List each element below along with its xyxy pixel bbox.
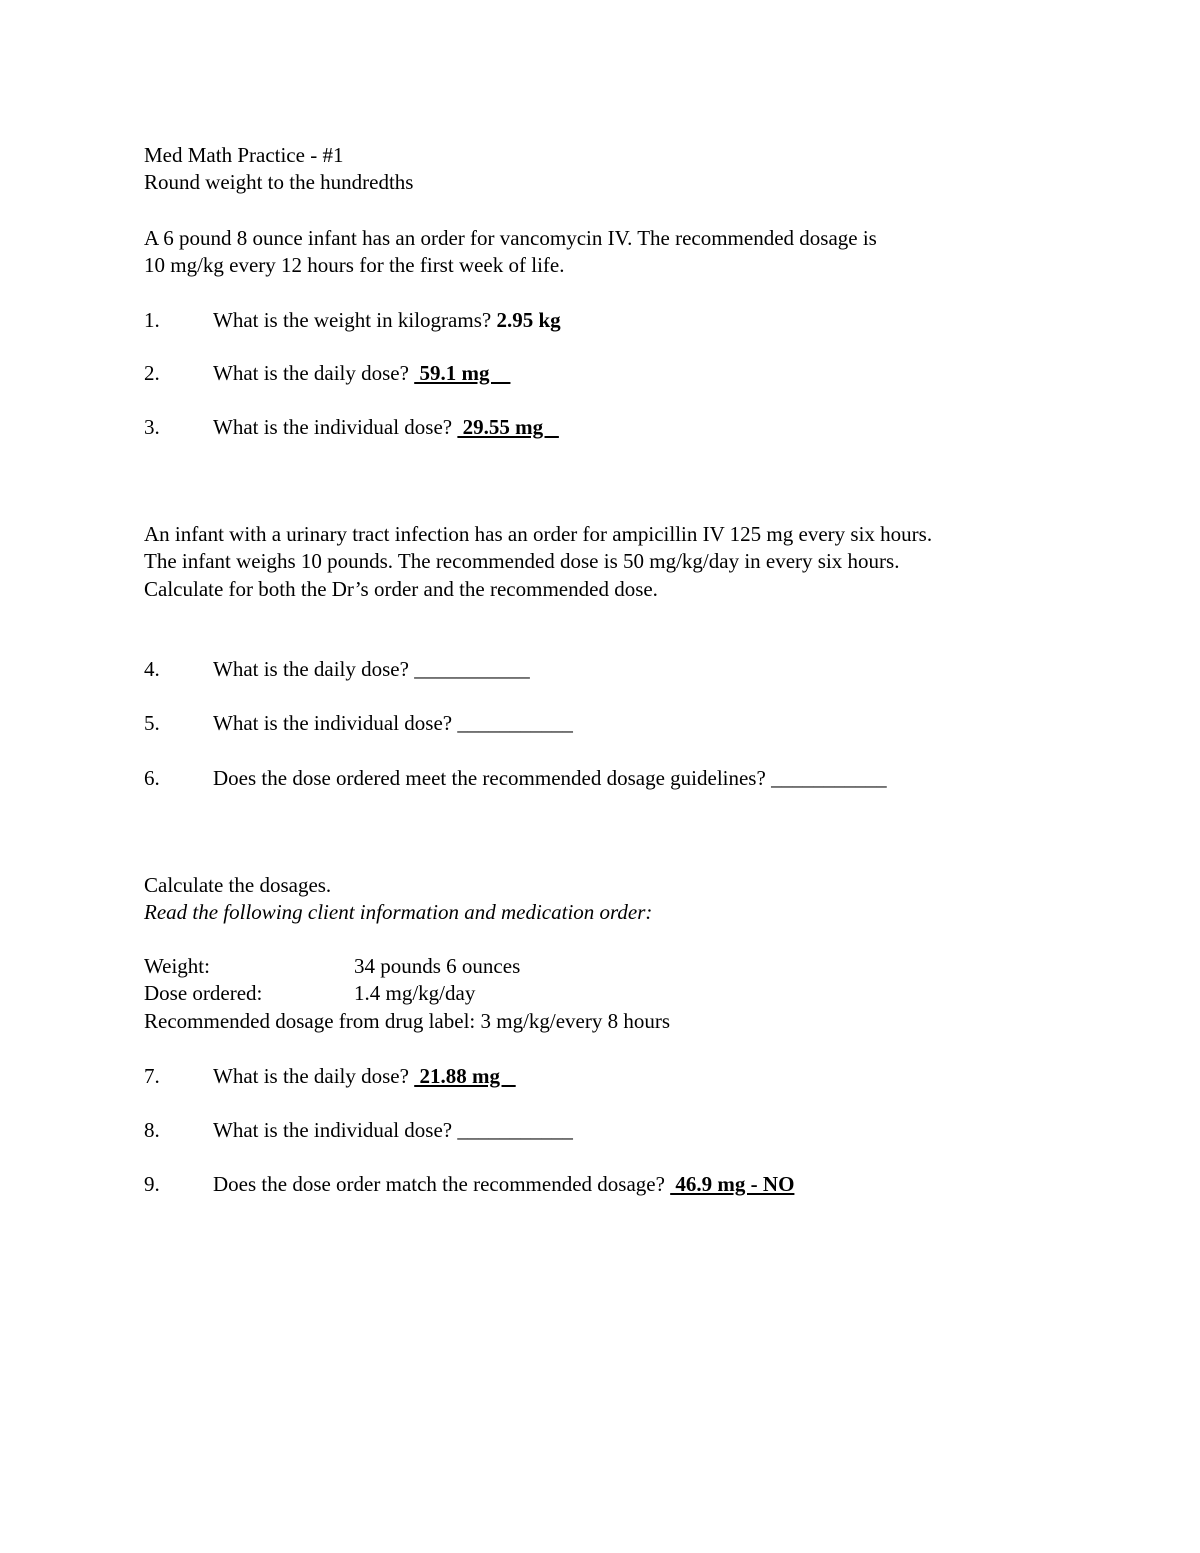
answer-blank: ___________ <box>457 1118 573 1142</box>
question-text: What is the daily dose? <box>213 657 415 681</box>
problem3-subheading: Read the following client information and medication order: <box>144 900 653 924</box>
question-text: What is the daily dose? <box>213 1064 415 1088</box>
question-5 <box>144 710 573 737</box>
recommended-dosage: Recommended dosage from drug label: 3 mg/kg/every 8 hours <box>144 1009 671 1033</box>
question-number: 4. <box>144 657 160 681</box>
dose-ordered-row <box>144 980 744 1007</box>
question-number: 9. <box>144 1172 160 1196</box>
document-title: Med Math Practice - #1 <box>144 143 344 167</box>
answer-blank: ___________ <box>457 711 573 735</box>
question-3 <box>144 414 559 441</box>
question-text: What is the weight in kilograms? <box>213 308 497 332</box>
problem3-heading: Calculate the dosages. <box>144 873 332 897</box>
question-number: 7. <box>144 1064 160 1088</box>
problem2-text-line2: The infant weighs 10 pounds. The recommended dose is 50 mg/kg/day in every six hours. <box>144 549 900 573</box>
problem2-text-line3: Calculate for both the Dr’s order and the recommended dose. <box>144 577 658 601</box>
question-answer: 59.1 mg <box>414 361 511 385</box>
question-answer: 2.95 kg <box>496 308 561 332</box>
question-9 <box>144 1171 794 1198</box>
problem1-text-line2: 10 mg/kg every 12 hours for the first week of life. <box>144 253 565 277</box>
weight-row <box>144 953 744 980</box>
answer-blank: ___________ <box>771 766 887 790</box>
problem1-text-line1: A 6 pound 8 ounce infant has an order for vancomycin IV. The recommended dosage is <box>144 226 877 250</box>
question-text: Does the dose ordered meet the recommended dosage guidelines? <box>213 766 772 790</box>
question-6 <box>144 765 887 792</box>
question-answer: 21.88 mg <box>414 1064 516 1088</box>
question-7 <box>144 1063 516 1090</box>
dose-ordered-label: Dose ordered: <box>144 981 263 1005</box>
question-text: Does the dose order match the recommended dosage? <box>213 1172 671 1196</box>
question-text: What is the individual dose? <box>213 711 458 735</box>
question-number: 3. <box>144 415 160 439</box>
rounding-instruction: Round weight to the hundredths <box>144 170 414 194</box>
question-number: 5. <box>144 711 160 735</box>
problem2-text-line1: An infant with a urinary tract infection has an order for ampicillin IV 125 mg every six hours. <box>144 522 933 546</box>
answer-blank: ___________ <box>414 657 530 681</box>
question-text: What is the daily dose? <box>213 361 415 385</box>
question-answer: 46.9 mg - NO <box>670 1172 795 1196</box>
weight-value: 34 pounds 6 ounces <box>354 954 521 978</box>
question-2 <box>144 360 510 387</box>
question-4 <box>144 656 530 683</box>
question-number: 2. <box>144 361 160 385</box>
question-number: 8. <box>144 1118 160 1142</box>
question-1 <box>144 307 561 334</box>
dose-ordered-value: 1.4 mg/kg/day <box>354 981 476 1005</box>
question-text: What is the individual dose? <box>213 415 458 439</box>
question-number: 1. <box>144 308 160 332</box>
weight-label: Weight: <box>144 954 210 978</box>
question-8 <box>144 1117 573 1144</box>
question-answer: 29.55 mg <box>457 415 559 439</box>
question-text: What is the individual dose? <box>213 1118 458 1142</box>
question-number: 6. <box>144 766 160 790</box>
